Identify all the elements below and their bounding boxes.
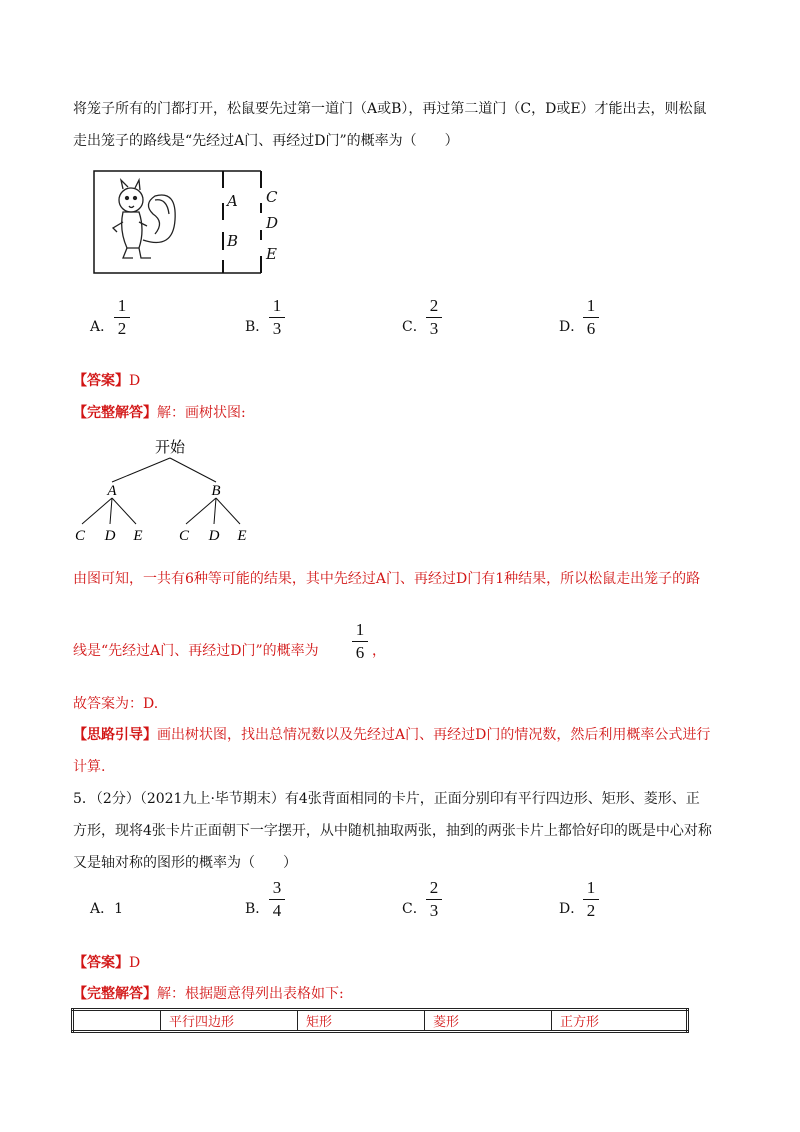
q5-option-c-label: C． (402, 901, 427, 917)
q5-option-a: A．1 (90, 901, 124, 917)
tree-leaf: E (237, 528, 247, 544)
q5-option-b-label: B． (245, 901, 270, 917)
explain-line2 (73, 640, 319, 660)
solution-tag: 【完整解答】 (73, 405, 157, 421)
final-answer: 故答案为：D. (73, 696, 159, 712)
explain-line1: 由图可知，一共有6种等可能的结果，其中先经过A门、再经过D门有1种结果，所以松鼠走出笼子的路 (73, 571, 701, 587)
table-header-cell: 平行四边形 (161, 1010, 298, 1032)
door-b-label: B (227, 232, 239, 250)
tree-node-b: B (211, 483, 221, 499)
tree-leaf: D (104, 528, 116, 544)
cage-figure (93, 170, 293, 274)
q4-option-a-fraction: 1 2 (112, 296, 132, 339)
q4-option-c-fraction: 2 3 (424, 296, 444, 339)
answer-value: D (129, 373, 141, 389)
table-header-cell: 正方形 (552, 1010, 688, 1032)
table-header-cell (73, 1010, 161, 1032)
explain-fraction: 1 6 (350, 620, 370, 663)
shape-table (71, 1008, 689, 1033)
q4-option-d-fraction: 1 6 (581, 296, 601, 339)
explain-line2-text: 线是“先经过A门、再经过D门”的概率为 (73, 643, 319, 659)
q4-option-a-label: A． (90, 319, 115, 335)
q4-option-b-label: B． (245, 319, 270, 335)
tree-leaf: D (208, 528, 220, 544)
tree-diagram (70, 436, 260, 548)
door-d-label: D (266, 214, 279, 232)
hint-row (73, 724, 710, 744)
table-header-row (73, 1010, 688, 1032)
explain-end: ， (372, 643, 386, 659)
q5-line3: 又是轴对称的图形的概率为（ ） (73, 855, 297, 871)
hint-tag: 【思路引导】 (73, 727, 157, 743)
table-header-cell: 矩形 (298, 1010, 425, 1032)
q4-solution-row (73, 402, 246, 422)
squirrel-illustration (113, 180, 175, 258)
q4-text-line1: 将笼子所有的门都打开，松鼠要先过第一道门（A或B），再过第二道门（C，D或E）才能出去，则松鼠 (73, 101, 707, 117)
q4-option-c-label: C． (402, 319, 427, 335)
table-header-cell: 菱形 (425, 1010, 552, 1032)
tree-leaf: C (178, 528, 190, 544)
q5-option-d-fraction: 1 2 (581, 878, 601, 921)
answer-tag: 【答案】 (73, 373, 129, 389)
door-c-label: C (266, 188, 278, 206)
q5-line2: 方形，现将4张卡片正面朝下一字摆开，从中随机抽取两张，抽到的两张卡片上都恰好印的既是中心对称 (73, 823, 712, 839)
q4-option-d-label: D． (559, 319, 585, 335)
tree-leaf: C (74, 528, 86, 544)
door-e-label: E (266, 245, 277, 263)
answer-tag: 【答案】 (73, 955, 129, 971)
q5-solution-row (73, 983, 344, 1003)
q4-option-b-fraction: 1 3 (267, 296, 287, 339)
q5-option-c-fraction: 2 3 (424, 878, 444, 921)
answer-value: D (129, 955, 141, 971)
solution-tag: 【完整解答】 (73, 986, 157, 1002)
cage-diagram (93, 170, 293, 274)
q5-option-d-label: D． (559, 901, 585, 917)
q4-answer-row (73, 370, 140, 390)
solution-intro: 解：画树状图: (157, 405, 246, 421)
door-a-label: A (227, 192, 238, 210)
q5-line1: 5．（2分）（2021九上·毕节期末）有4张背面相同的卡片，正面分别印有平行四边形、矩形、菱形、正 (73, 791, 700, 807)
q4-text-line2: 走出笼子的路线是“先经过A门、再经过D门”的概率为（ ） (73, 133, 459, 149)
hint-line2: 计算. (73, 759, 106, 775)
tree-leaf: E (133, 528, 143, 544)
tree-root: 开始 (154, 440, 186, 456)
q5-answer-row (73, 952, 140, 972)
solution-intro: 解：根据题意得列出表格如下: (157, 986, 344, 1002)
tree-node-a: A (107, 483, 117, 499)
q5-option-b-fraction: 3 4 (267, 878, 287, 921)
hint-line1: 画出树状图，找出总情况数以及先经过A门、再经过D门的情况数，然后利用概率公式进行 (157, 727, 711, 743)
